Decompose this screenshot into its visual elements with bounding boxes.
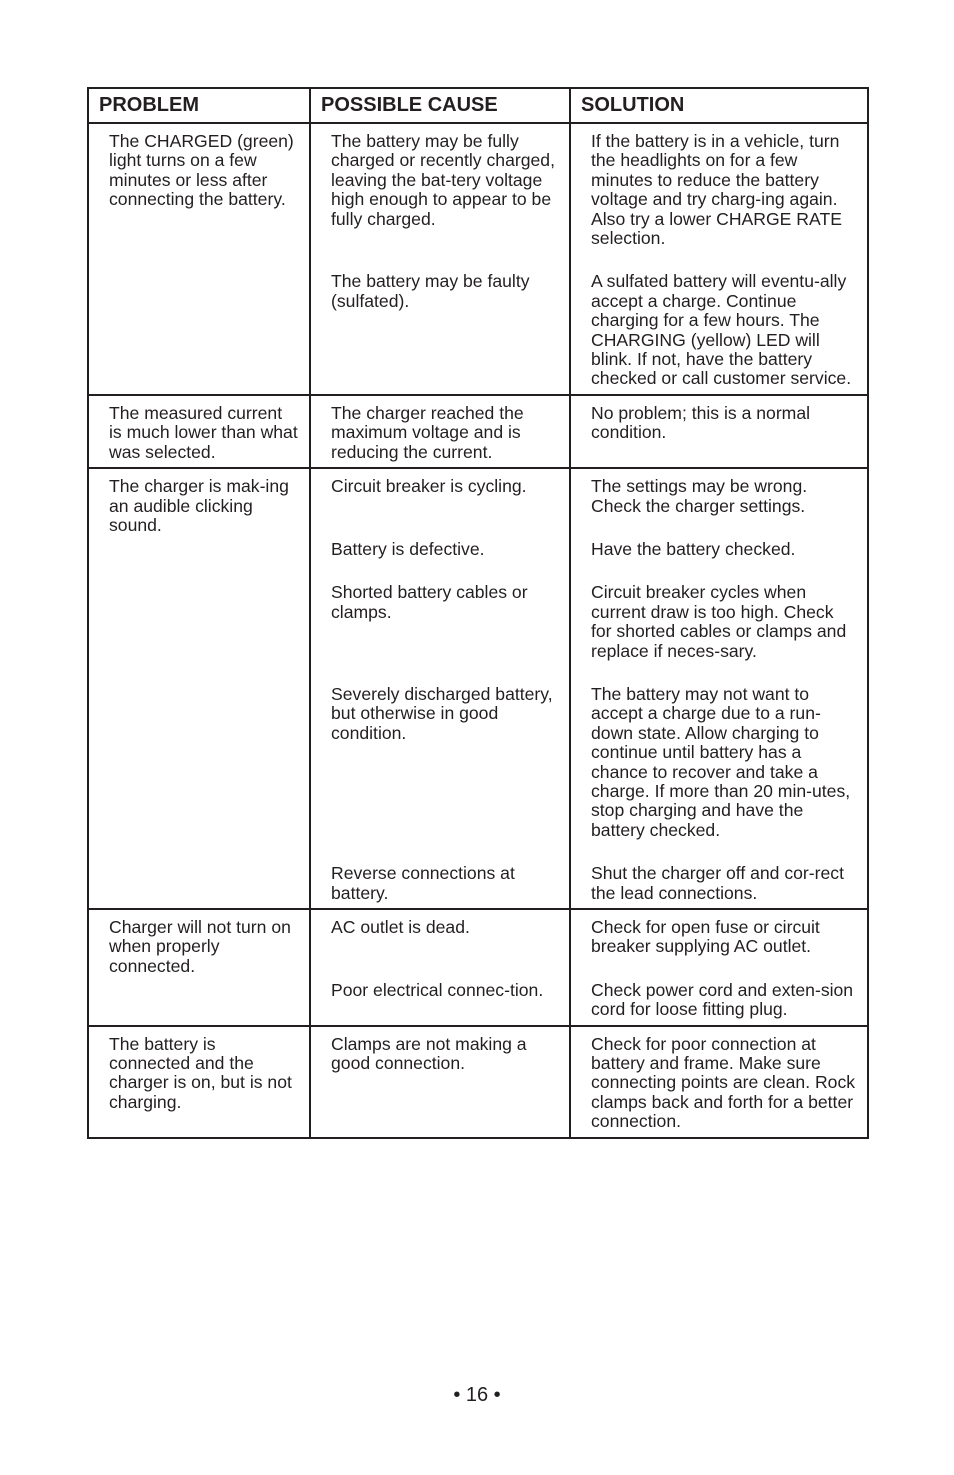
problem-cell: The battery is connected and the charger is on, but is not charging. [88, 1026, 310, 1138]
cause-cell: Battery is defective. [310, 521, 570, 564]
troubleshooting-table [87, 87, 869, 1139]
cause-cell: The battery may be faulty (sulfated). [310, 253, 570, 394]
cause-cell: Shorted battery cables or clamps. [310, 564, 570, 666]
cause-cell: Severely discharged battery, but otherwise in good condition. [310, 666, 570, 845]
problem-cell: The measured current is much lower than what was selected. [88, 395, 310, 468]
cause-cell: Reverse connections at battery. [310, 845, 570, 909]
problem-cell: The CHARGED (green) light turns on a few minutes or less after connecting the battery. [88, 123, 310, 395]
table-row [88, 1026, 868, 1138]
cause-cell: AC outlet is dead. [310, 909, 570, 962]
solution-cell: Check for open fuse or circuit breaker supplying AC outlet. [570, 909, 868, 962]
table-body [88, 123, 868, 1138]
solution-cell: No problem; this is a normal condition. [570, 395, 868, 468]
solution-cell: A sulfated battery will eventu-ally accept a charge. Continue charging for a few hours. The CHARGING (yellow) LED will blink. If not, have the battery checked or call customer service. [570, 253, 868, 394]
header-possible-cause: POSSIBLE CAUSE [310, 88, 570, 123]
cause-cell: Circuit breaker is cycling. [310, 468, 570, 521]
table-row [88, 468, 868, 521]
solution-cell: The settings may be wrong. Check the charger settings. [570, 468, 868, 521]
problem-cell: The charger is mak-ing an audible clicking sound. [88, 468, 310, 909]
cause-cell: Clamps are not making a good connection. [310, 1026, 570, 1138]
header-problem: PROBLEM [88, 88, 310, 123]
solution-cell: The battery may not want to accept a charge due to a run-down state. Allow charging to continue until battery has a chance to recover and take a charge. If more than 20 min-utes, stop charging and have the battery checked. [570, 666, 868, 845]
table-row [88, 909, 868, 962]
problem-cell: Charger will not turn on when properly connected. [88, 909, 310, 1026]
header-solution: SOLUTION [570, 88, 868, 123]
cause-cell: Poor electrical connec-tion. [310, 962, 570, 1026]
solution-cell: Have the battery checked. [570, 521, 868, 564]
solution-cell: If the battery is in a vehicle, turn the headlights on for a few minutes to reduce the battery voltage and try charg-ing again. Also try a lower CHARGE RATE selection. [570, 123, 868, 253]
solution-cell: Circuit breaker cycles when current draw is too high. Check for shorted cables or clamps and replace if neces-sary. [570, 564, 868, 666]
page-number: • 16 • [453, 1384, 501, 1406]
solution-cell: Check for poor connection at battery and frame. Make sure connecting points are clean. Rock clamps back and forth for a better connection. [570, 1026, 868, 1138]
table-header [88, 88, 868, 123]
cause-cell: The charger reached the maximum voltage and is reducing the current. [310, 395, 570, 468]
header-row [88, 88, 868, 123]
table-row [88, 395, 868, 468]
solution-cell: Check power cord and exten-sion cord for loose fitting plug. [570, 962, 868, 1026]
table-row [88, 123, 868, 253]
solution-cell: Shut the charger off and cor-rect the lead connections. [570, 845, 868, 909]
cause-cell: The battery may be fully charged or recently charged, leaving the bat-tery voltage high enough to appear to be fully charged. [310, 123, 570, 253]
